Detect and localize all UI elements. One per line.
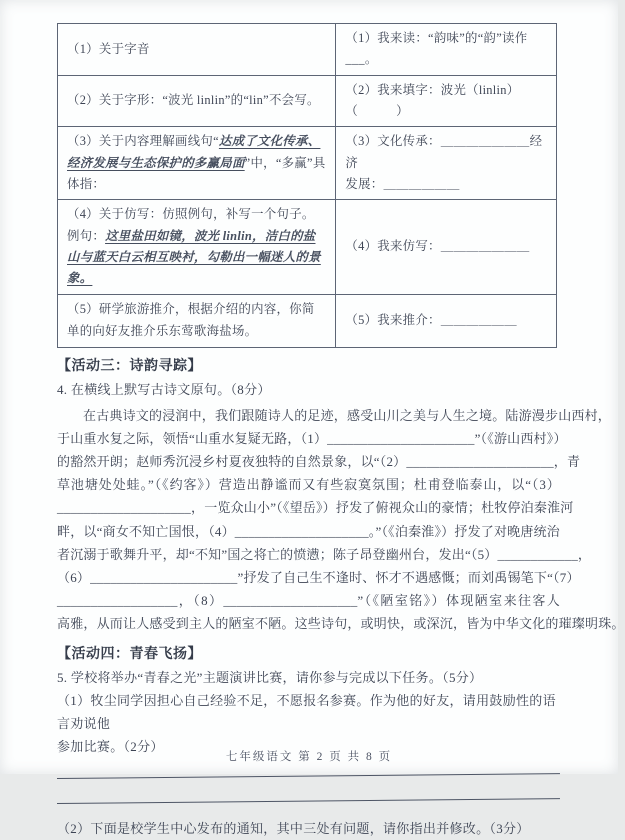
question-5-1-line2: 参加比赛。（2分）	[57, 738, 164, 754]
answer-cell-4: （4）我来仿写：＿＿＿＿＿＿＿	[336, 200, 557, 294]
question-5-stem: 5. 学校将举办“青春之光”主题演讲比赛，请你参与完成以下任务。（5分）	[57, 669, 483, 685]
activity4-header: 【活动四：青春飞扬】	[57, 646, 202, 662]
dictation-line: 在古典诗文的浸润中，我们跟随诗人的足迹，感受山川之美与人生之境。陆游漫步山西村，	[83, 407, 612, 423]
task-cell-2: （2）关于字形：“波光 linlin”的“lin”不会写。	[58, 75, 336, 127]
dictation-line: __________________，（8）____________________”（《陋室铭》）体现陋室来往客人	[57, 593, 560, 609]
task-3-prefix: （3）关于内容理解画线句“	[67, 134, 219, 149]
table-row	[58, 24, 557, 76]
answer-cell-3	[336, 127, 557, 200]
answer-3-line1: （3）文化传承：＿＿＿＿＿＿＿经济	[345, 134, 543, 170]
dictation-paragraph	[57, 404, 625, 636]
task-4-prefix: （4）关于仿写：仿照例句，补写一个句子。例句：	[67, 207, 315, 243]
table-row	[58, 200, 557, 294]
dictation-line: 畔，以“商女不知亡国恨，（4）____________________。”（《泊秦淮》）抒发了对晚唐统治	[57, 523, 560, 539]
answer-cell-5: （5）我来推介：＿＿＿＿＿＿	[336, 294, 557, 347]
answer-rule-line-2	[57, 798, 560, 804]
task-3-suffix: ”中，“多赢”具体指：	[67, 155, 326, 191]
dictation-line: 于山重水复之际，领悟“山重水复疑无路，（1）______________________”（《游山西村》）	[57, 430, 567, 446]
question-4-stem: 4. 在横线上默写古诗文原句。（8分）	[57, 381, 271, 397]
table-row	[58, 294, 557, 347]
question-5-2-stem: （2）下面是校学生中心发布的通知，其中三处有问题，请你指出并修改。（3分）	[57, 820, 530, 836]
answer-cell-2: （2）我来填字：波光（linlin）（ ）	[336, 75, 557, 127]
table-row	[58, 75, 557, 127]
page-footer: 七年级语文 第 2 页 共 8 页	[225, 751, 393, 763]
pre-reading-task-table	[57, 23, 557, 348]
answer-rule-line-1	[57, 773, 560, 779]
activity3-header: 【活动三：诗韵寻踪】	[57, 358, 202, 374]
task-4-example-sentence: 这里盐田如镜，波光 linlin，洁白的盐山与蓝天白云相互映衬，勾勒出一幅迷人的景象。	[67, 228, 321, 286]
answer-3-line2: 发展：＿＿＿＿＿＿	[345, 176, 460, 191]
task-cell-5: （5）研学旅游推介，根据介绍的内容，你简单的向好友推介乐东莺歌海盐场。	[58, 294, 336, 347]
page-content	[57, 23, 625, 840]
question-5-1-line1: （1）牧尘同学因担心自己经验不足，不愿报名参赛。作为他的好友，请用鼓励性的语言劝说他	[57, 692, 556, 731]
task-3-underlined-quote: 达成了文化传承、经济发展与生态保护的多赢局面	[67, 134, 321, 170]
task-cell-1: （1）关于字音	[58, 24, 336, 76]
dictation-line: 高雅，从而让人感受到主人的陋室不陋。这些诗句，或明快，或深沉，皆为中华文化的璀璨明珠。	[57, 616, 625, 632]
dictation-line: （6）______________________”抒发了自己生不逢时、怀才不遇感慨；而刘禹锡笔下“（7）	[57, 570, 580, 586]
dictation-line: 草池塘处处蛙。”（《约客》）营造出静谧而又有些寂寞氛围；杜甫登临泰山，以“（3）	[57, 477, 560, 493]
dictation-line: ____________________，一览众山小”（《望岳》）抒发了俯视众山的豪情；杜牧停泊秦淮河	[57, 500, 574, 516]
table-row	[58, 127, 557, 200]
task-cell-4	[58, 200, 336, 294]
dictation-line: 的豁然开朗；赵师秀沉浸乡村夏夜独特的自然景象，以“（2）______________________，青	[57, 454, 581, 470]
task-cell-3	[58, 127, 336, 200]
answer-cell-1: （1）我来读：“韵味”的“韵”读作___。	[336, 24, 557, 76]
dictation-line: 者沉溺于歌舞升平，却“不知”国之将亡的愤懑；陈子昂登幽州台，发出“（5）____________，	[57, 546, 592, 562]
